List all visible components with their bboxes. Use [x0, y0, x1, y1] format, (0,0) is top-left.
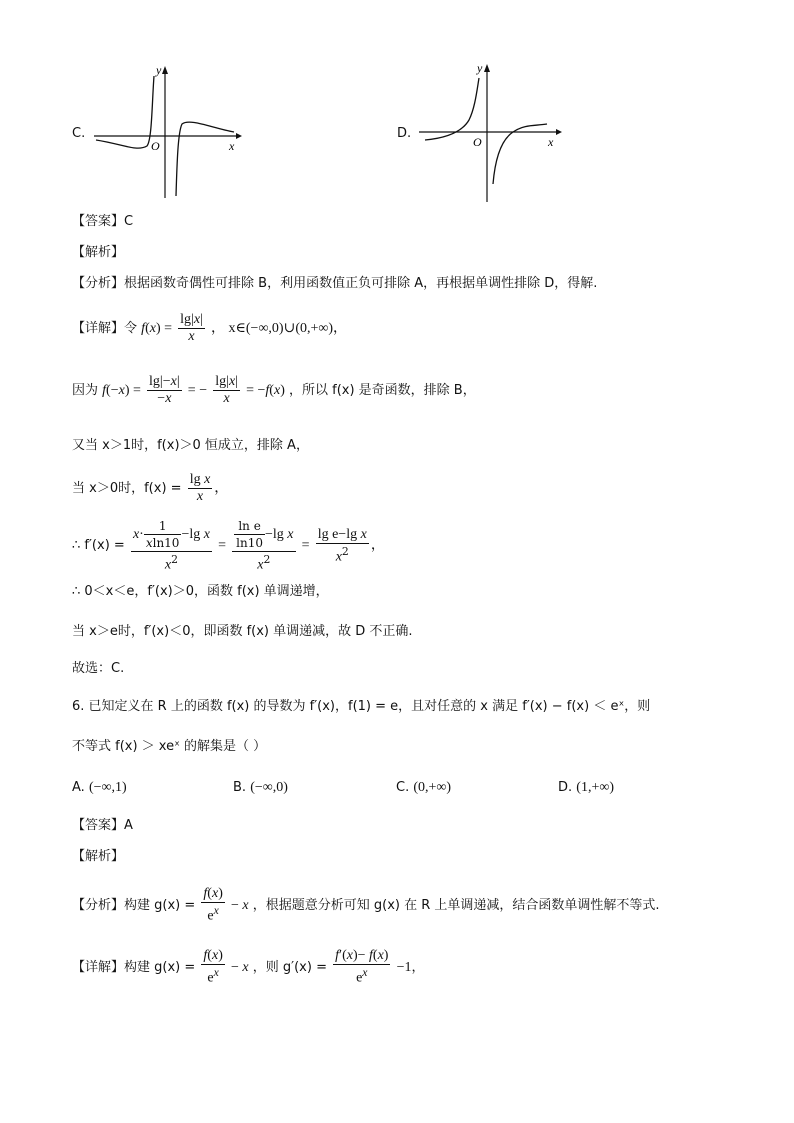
fenxi-prefix: 构建 g(x) = — [124, 897, 196, 913]
option-label: A. — [72, 780, 85, 795]
curve-left — [96, 76, 154, 148]
option-value: (−∞,0) — [250, 780, 288, 795]
detail-line-1: 【详解】令 f(x) = $\frac{\lg|x|}{x}$ ， x∈(−∞,0)∪(0,+∞)， — [72, 312, 348, 344]
detail-line-6: ∴ 0＜x＜e，f′(x)＞0，函数 f(x) 单调递增， — [72, 584, 329, 599]
curve-right — [493, 124, 547, 184]
y-axis-arrow — [162, 66, 168, 74]
q6-fenxi-line: 【分析】构建 g(x) = $\frac{f(x)}{e^x}$ − x ，根据题意分析可知 g(x) 在 R 上单调递减，结合函数单调性解不等式. — [72, 886, 660, 924]
detail-l2-suffix: ，所以 f(x) 是奇函数，排除 B， — [289, 383, 476, 398]
fraction-gprime: $\frac{f'(x)- f(x)}{e^x}$ — [335, 948, 389, 986]
q6-option-b — [233, 780, 288, 796]
option-c-label: C. — [72, 126, 86, 141]
x-axis-arrow — [236, 133, 242, 139]
detail-line-8: 故选：C. — [72, 661, 125, 676]
detail-l1-prefix: 令 — [124, 321, 138, 336]
fenxi-label: 【分析】 — [72, 897, 125, 913]
detail-suffix: ， — [411, 959, 425, 975]
curve-right — [176, 122, 234, 196]
x-axis-arrow — [556, 129, 562, 135]
option-value: (1,+∞) — [576, 780, 614, 795]
fraction-lg-abs-x-over-x: $\frac{\lg|x|}{x}$ — [180, 312, 203, 344]
x-label: x — [229, 139, 235, 153]
detail-line-5: ∴ f′(x) = x· $\frac{1}{xln10}$ −lg x $x^2$ = $\frac{\text{ln e}}{\ln 10}$ −lg x $x^2$ = $\frac{\text{lg e−lg x}}{x^2}$ ， — [72, 519, 385, 573]
q6-option-c — [396, 780, 451, 796]
curve-left — [425, 78, 479, 140]
option-value: (0,+∞) — [413, 780, 452, 795]
option-label: C. — [396, 780, 410, 795]
detail-l5-prefix: ∴ f′(x) = — [72, 538, 125, 554]
detail-line-3: 又当 x＞1时，f(x)＞0 恒成立，排除 A， — [72, 438, 309, 453]
q6-stem-line-2: 不等式 f(x) ＞ xeˣ 的解集是（ ） — [72, 739, 267, 754]
origin-label: O — [151, 139, 160, 153]
fraction-fx-over-ex: $\frac{f(x)}{e^x}$ — [203, 948, 223, 986]
option-d-label: D. — [397, 126, 412, 141]
fraction-derivative-step3: $\frac{\text{lg e−lg x}}{x^2}$ — [317, 526, 367, 564]
q6-answer-line — [72, 816, 133, 836]
graph-option-c — [92, 62, 242, 202]
option-label: D. — [558, 780, 573, 795]
option-label: B. — [233, 780, 247, 795]
q6-analysis-label: 【解析】 — [72, 849, 125, 864]
q6-detail-line: 【详解】构建 g(x) = $\frac{f(x)}{e^x}$ − x ，则 g′(x) = $\frac{f'(x)- f(x)}{e^x}$ −1， — [72, 948, 425, 986]
fraction-lg-abs-x: $\frac{\lg|x|}{x}$ — [215, 374, 238, 406]
q6-option-a — [72, 780, 127, 796]
detail-label: 【详解】 — [72, 959, 125, 975]
fraction-derivative-step1: x· $\frac{1}{xln10}$ −lg x $x^2$ — [132, 519, 210, 573]
formula-f-x: f — [141, 321, 146, 336]
prev-answer-line — [72, 212, 133, 232]
prev-fenxi-line — [72, 274, 597, 294]
detail-label: 【详解】 — [72, 321, 125, 336]
detail-prefix: 构建 g(x) = — [124, 959, 196, 975]
q6-stem-line-1: 6. 已知定义在 R 上的函数 f(x) 的导数为 f′(x)，f(1) = e，且对任意的 x 满足 f′(x) − f(x) ＜ eˣ，则 — [72, 699, 651, 714]
detail-mid: ，则 g′(x) = — [252, 959, 327, 975]
graph-option-d — [417, 60, 562, 205]
detail-l4-prefix: 当 x＞0时，f(x) = — [72, 481, 182, 496]
fenxi-suffix: ，根据题意分析可知 g(x) 在 R 上单调递减，结合函数单调性解不等式. — [252, 897, 660, 913]
detail-l2-prefix: 因为 — [72, 383, 99, 398]
answer-value: C — [124, 214, 134, 229]
answer-value: A — [124, 818, 133, 833]
y-axis-arrow — [484, 64, 490, 72]
answer-label: 【答案】 — [72, 818, 125, 833]
q6-option-d — [558, 780, 614, 796]
fraction-f-neg-x: $\frac{\lg|-x|}{-x}$ — [149, 374, 180, 406]
y-label: y — [477, 61, 483, 75]
answer-label: 【答案】 — [72, 214, 125, 229]
fenxi-text: 根据函数奇偶性可排除 B，利用函数值正负可排除 A，再根据单调性排除 D，得解. — [124, 276, 598, 291]
fenxi-label: 【分析】 — [72, 276, 125, 291]
prev-analysis-label: 【解析】 — [72, 245, 125, 260]
detail-line-4: 当 x＞0时，f(x) = $\frac{\text{lg x}}{x}$ ， — [72, 472, 229, 504]
detail-line-2: 因为 f(−x) = $\frac{\lg|-x|}{-x}$ = − $\frac{\lg|x|}{x}$ = −f(x) ，所以 f(x) 是奇函数，排除 B， — [72, 374, 476, 406]
fraction-fx-over-ex: $\frac{f(x)}{e^x}$ — [203, 886, 223, 924]
x-label: x — [548, 135, 554, 149]
y-label: y — [156, 63, 162, 77]
detail-line-7: 当 x＞e时，f′(x)＜0，即函数 f(x) 单调递减，故 D 不正确. — [72, 624, 413, 639]
detail-l1-domain: ， x∈(−∞,0)∪(0,+∞)， — [211, 321, 348, 336]
option-value: (−∞,1) — [88, 780, 127, 795]
fraction-lgx-over-x: $\frac{\text{lg x}}{x}$ — [189, 472, 211, 504]
fraction-derivative-step2: $\frac{\text{ln e}}{\ln 10}$ −lg x $x^2$ — [232, 518, 295, 573]
origin-label: O — [473, 135, 482, 149]
